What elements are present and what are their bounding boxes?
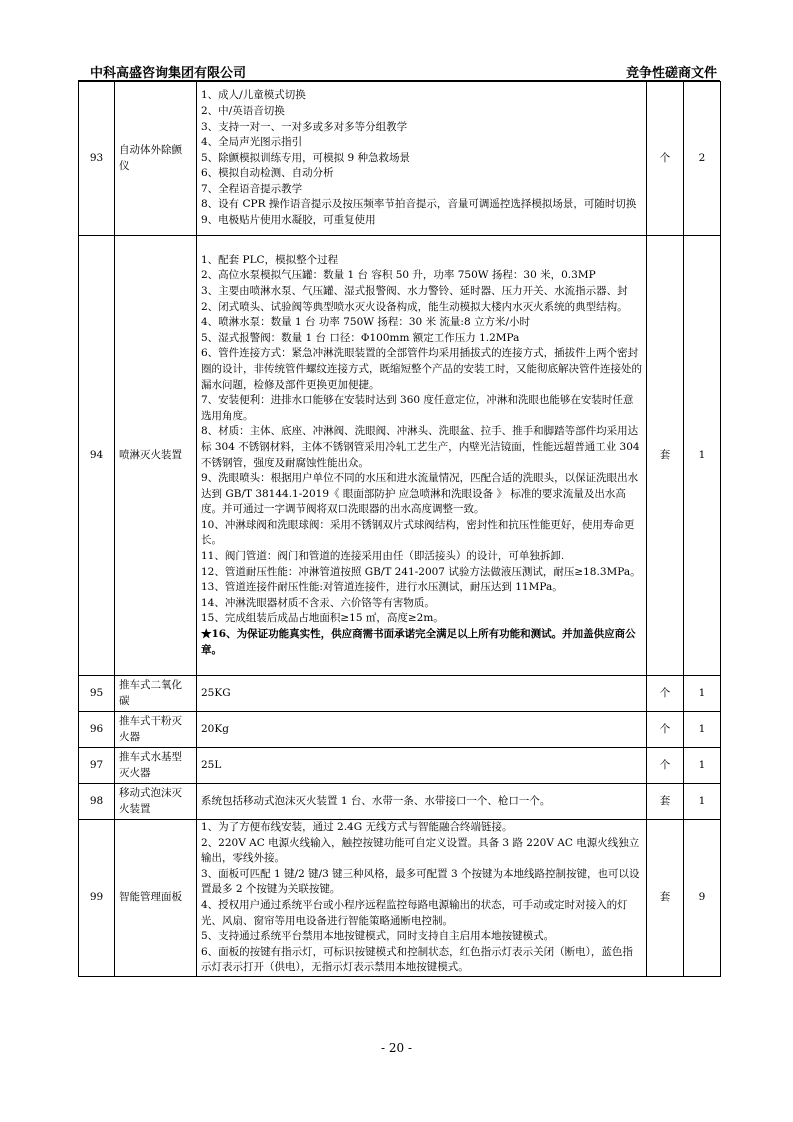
spec-line: 5、湿式报警阀：数量 1 台 口径：Φ100mm 额定工作压力 1.2MPa — [201, 331, 520, 344]
spec-line: 1、为了方便布线安装，通过 2.4G 无线方式与智能融合终端链接。 — [201, 821, 513, 833]
item-quantity: 1 — [684, 676, 721, 712]
item-unit: 个 — [647, 676, 684, 712]
item-quantity: 9 — [684, 820, 721, 977]
spec-line: 2、220V AC 电源火线输入，触控按键功能可自定义设置。具备 3 路 220V AC 电源火线独立输出，零线外接。 — [201, 836, 640, 865]
item-name: 推车式干粉灭火器 — [115, 712, 197, 748]
spec-line: 13、管道连接件耐压性能:对管道连接件，进行水压测试，耐压达到 11MPa。 — [201, 581, 563, 594]
table-row — [79, 676, 721, 712]
item-unit: 个 — [647, 82, 684, 236]
item-unit: 套 — [647, 784, 684, 820]
item-quantity: 1 — [684, 748, 721, 784]
commitment-requirement: ★16、为保证功能真实性，供应商需书面承诺完全满足以上所有功能和测试。并加盖供应商公章。 — [201, 628, 636, 656]
item-specification — [197, 820, 647, 977]
item-name: 移动式泡沫灭火装置 — [115, 784, 197, 820]
item-name: 喷淋灭火装置 — [115, 236, 197, 676]
item-number: 98 — [79, 784, 115, 820]
item-name: 推车式水基型灭火器 — [115, 748, 197, 784]
item-number: 96 — [79, 712, 115, 748]
spec-line: 2、中/英语音切换 — [201, 104, 285, 117]
table-row — [79, 784, 721, 820]
spec-line: 3、面板可匹配 1 键/2 键/3 键三种风格，最多可配置 3 个按键为本地线路控制按键，也可以设置最多 2 个按键为关联按键。 — [201, 867, 640, 896]
table-row — [79, 820, 721, 977]
spec-line: 4、全局声光图示指引 — [201, 136, 303, 149]
spec-line: 8、设有 CPR 操作语音提示及按压频率节拍音提示，音量可调遥控选择模拟场景，可随时切换 — [201, 198, 637, 211]
item-quantity: 1 — [684, 784, 721, 820]
spec-line: 10、冲淋球阀和洗眼球阀：采用不锈钢双片式球阀结构，密封性和抗压性能更好，使用寿命更长。 — [201, 518, 635, 547]
spec-line: 7、安装便利：进排水口能够在安装时达到 360 度任意定位，冲淋和洗眼也能够在安装时任意选用角度。 — [201, 394, 634, 422]
spec-line: 6、模拟自动检测、自动分析 — [201, 167, 334, 180]
spec-line: 6、管件连接方式：紧急冲淋洗眼装置的全部管件均采用插拔式的连接方式，插拔件上两个密封圈的设计，非传统管件螺纹连接方式，既缩短整个产品的安装工时，又能彻底解决管件连接处的漏水问题，检修及部件更换更加便捷。 — [201, 347, 642, 391]
spec-line: 11、阀门管道：阀门和管道的连接采用由任（即活接头）的设计，可单独拆卸. — [201, 550, 565, 563]
spec-line: 8、材质：主体、底座、冲淋阀、洗眼阀、冲淋头、洗眼盆、拉手、推手和脚踏等部件均采用达标 304 不锈钢材料，主体不锈钢管采用冷轧工艺生产，内壁光洁镜面，性能远超普通工业 304 不锈钢管，强度及耐腐蚀性能出众。 — [201, 425, 640, 469]
spec-line: 1、成人/儿童模式切换 — [201, 89, 306, 102]
spec-line: 20Kg — [201, 722, 229, 735]
item-specification — [197, 784, 647, 820]
item-specification — [197, 236, 647, 676]
specification-table — [78, 81, 721, 977]
item-specification — [197, 82, 647, 236]
item-name: 推车式二氧化碳 — [115, 676, 197, 712]
spec-line: 5、支持通过系统平台禁用本地按键模式，同时支持自主启用本地按键模式。 — [201, 930, 555, 943]
item-unit: 个 — [647, 712, 684, 748]
spec-line: 9、洗眼喷头：根据用户单位不同的水压和进水流量情况，匹配合适的洗眼头，以保证洗眼出水达到 GB/T 38144.1-2019《 眼面部防护 应急喷淋和洗眼设备 》 标准的要求流量及出水高度。并可通过一字调节阀将双口洗眼器的出水高度调整一致。 — [201, 472, 639, 516]
spec-line: 3、支持一对一、一对多或多对多等分组教学 — [201, 120, 408, 133]
spec-line: 25L — [201, 758, 222, 771]
company-name: 中科高盛咨询集团有限公司 — [90, 66, 247, 81]
spec-line: 5、除颤模拟训练专用，可模拟 9 种急救场景 — [201, 151, 411, 164]
item-number: 95 — [79, 676, 115, 712]
spec-line: 25KG — [201, 686, 231, 699]
item-specification — [197, 712, 647, 748]
item-specification — [197, 748, 647, 784]
item-name: 智能管理面板 — [115, 820, 197, 977]
spec-line: 3、主要由喷淋水泵、气压罐、湿式报警阀、水力警铃、延时器、压力开关、水流指示器、封 2、闭式喷头、试验阀等典型喷水灭火设备构成，能生动模拟大楼内水灭火系统的典型结构。 — [201, 284, 628, 313]
spec-line: 7、全程语音提示教学 — [201, 182, 303, 195]
item-quantity: 1 — [684, 712, 721, 748]
item-number: 97 — [79, 748, 115, 784]
page-number: - 20 - — [380, 1041, 412, 1055]
spec-line: 1、配套 PLC，模拟整个过程 — [201, 253, 339, 266]
table-row — [79, 82, 721, 236]
item-unit: 个 — [647, 748, 684, 784]
spec-line: 9、电极贴片使用水凝胶，可重复使用 — [201, 214, 376, 227]
spec-line: 4、喷淋水泵：数量 1 台 功率 750W 扬程：30 米 流量:8 立方米/小时 — [201, 316, 531, 329]
spec-line: 4、授权用户通过系统平台或小程序远程监控每路电源输出的状态，可手动或定时对接入的灯光、风扇、窗帘等用电设备进行智能策略通断电控制。 — [201, 898, 628, 927]
table-row — [79, 236, 721, 676]
spec-line: 2、高位水泵模拟气压罐：数量 1 台 容积 50 升，功率 750W 扬程：30 米，0.3MP — [201, 269, 596, 282]
item-specification — [197, 676, 647, 712]
spec-line: 6、面板的按键有指示灯，可标识按键模式和控制状态，红色指示灯表示关闭（断电），蓝色指示灯表示打开（供电），无指示灯表示禁用本地按键模式。 — [201, 945, 633, 974]
page-header — [90, 60, 717, 80]
spec-line: 系统包括移动式泡沫灭火装置 1 台、水带一条、水带接口一个、枪口一个。 — [201, 794, 551, 807]
table-row — [79, 748, 721, 784]
table-row — [79, 712, 721, 748]
spec-line: 12、管道耐压性能：冲淋管道按照 GB/T 241-2007 试验方法做液压测试，耐压≥18.3MPa。 — [201, 565, 641, 578]
spec-line: 15、完成组装后成品占地面积≥15 ㎡，高度≥2m。 — [201, 612, 444, 625]
item-unit: 套 — [647, 820, 684, 977]
document-type: 竞争性磋商文件 — [625, 66, 717, 81]
item-quantity: 1 — [684, 236, 721, 676]
item-number: 94 — [79, 236, 115, 676]
item-number: 99 — [79, 820, 115, 977]
item-number: 93 — [79, 82, 115, 236]
item-quantity: 2 — [684, 82, 721, 236]
item-unit: 套 — [647, 236, 684, 676]
spec-line: 14、冲淋洗眼器材质不含汞、六价铬等有害物质。 — [201, 596, 435, 609]
item-name: 自动体外除颤仪 — [115, 82, 197, 236]
